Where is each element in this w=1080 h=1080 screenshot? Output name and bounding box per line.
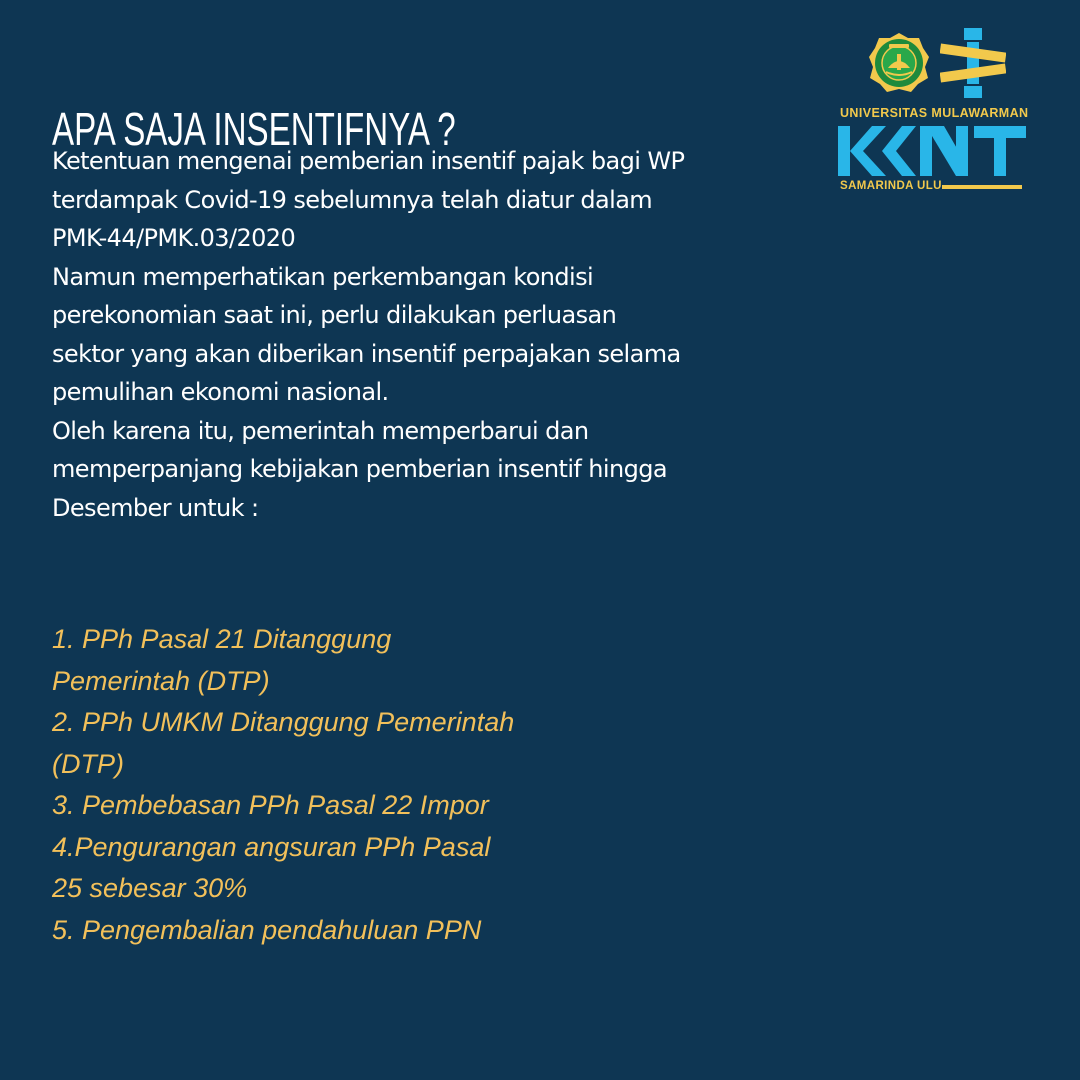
incentive-item: 2. PPh UMKM Ditanggung Pemerintah (DTP) (52, 707, 515, 779)
logo-underline (942, 185, 1022, 189)
intro-text (52, 142, 752, 527)
incentive-item: 4.Pengurangan angsuran PPh Pasal 25 sebesar 30% (52, 831, 491, 903)
page-title: APA SAJA INSENTIFNYA ? (52, 103, 456, 155)
kknt-wordmark (836, 122, 1028, 180)
university-name: UNIVERSITAS MULAWARMAN (840, 106, 1029, 120)
intro-paragraph: Oleh karena itu, pemerintah memperbarui dan memperpanjang kebijakan pemberian insentif hingga Desember untuk : (52, 416, 667, 522)
incentive-item: 5. Pengembalian pendahuluan PPN (52, 914, 482, 945)
kknt-logo (836, 28, 1036, 198)
intro-paragraph: Ketentuan mengenai pemberian insentif pajak bagi WP terdampak Covid-19 sebelumnya telah diatur dalam PMK-44/PMK.03/2020 (52, 147, 685, 252)
intro-paragraph: Namun memperhatikan perkembangan kondisi perekonomian saat ini, perlu dilakukan perluasan sektor yang akan diberikan insentif perpajakan selama pemulihan ekonomi nasional. (52, 262, 681, 406)
kkn-asterisk-icon (940, 28, 1006, 98)
incentive-item: 3. Pembebasan PPh Pasal 22 Impor (52, 790, 489, 820)
university-seal-icon (868, 32, 930, 94)
location-label: SAMARINDA ULU (840, 180, 942, 192)
incentive-list (52, 619, 612, 951)
incentive-item: 1. PPh Pasal 21 Ditanggung Pemerintah (DTP) (52, 624, 392, 696)
